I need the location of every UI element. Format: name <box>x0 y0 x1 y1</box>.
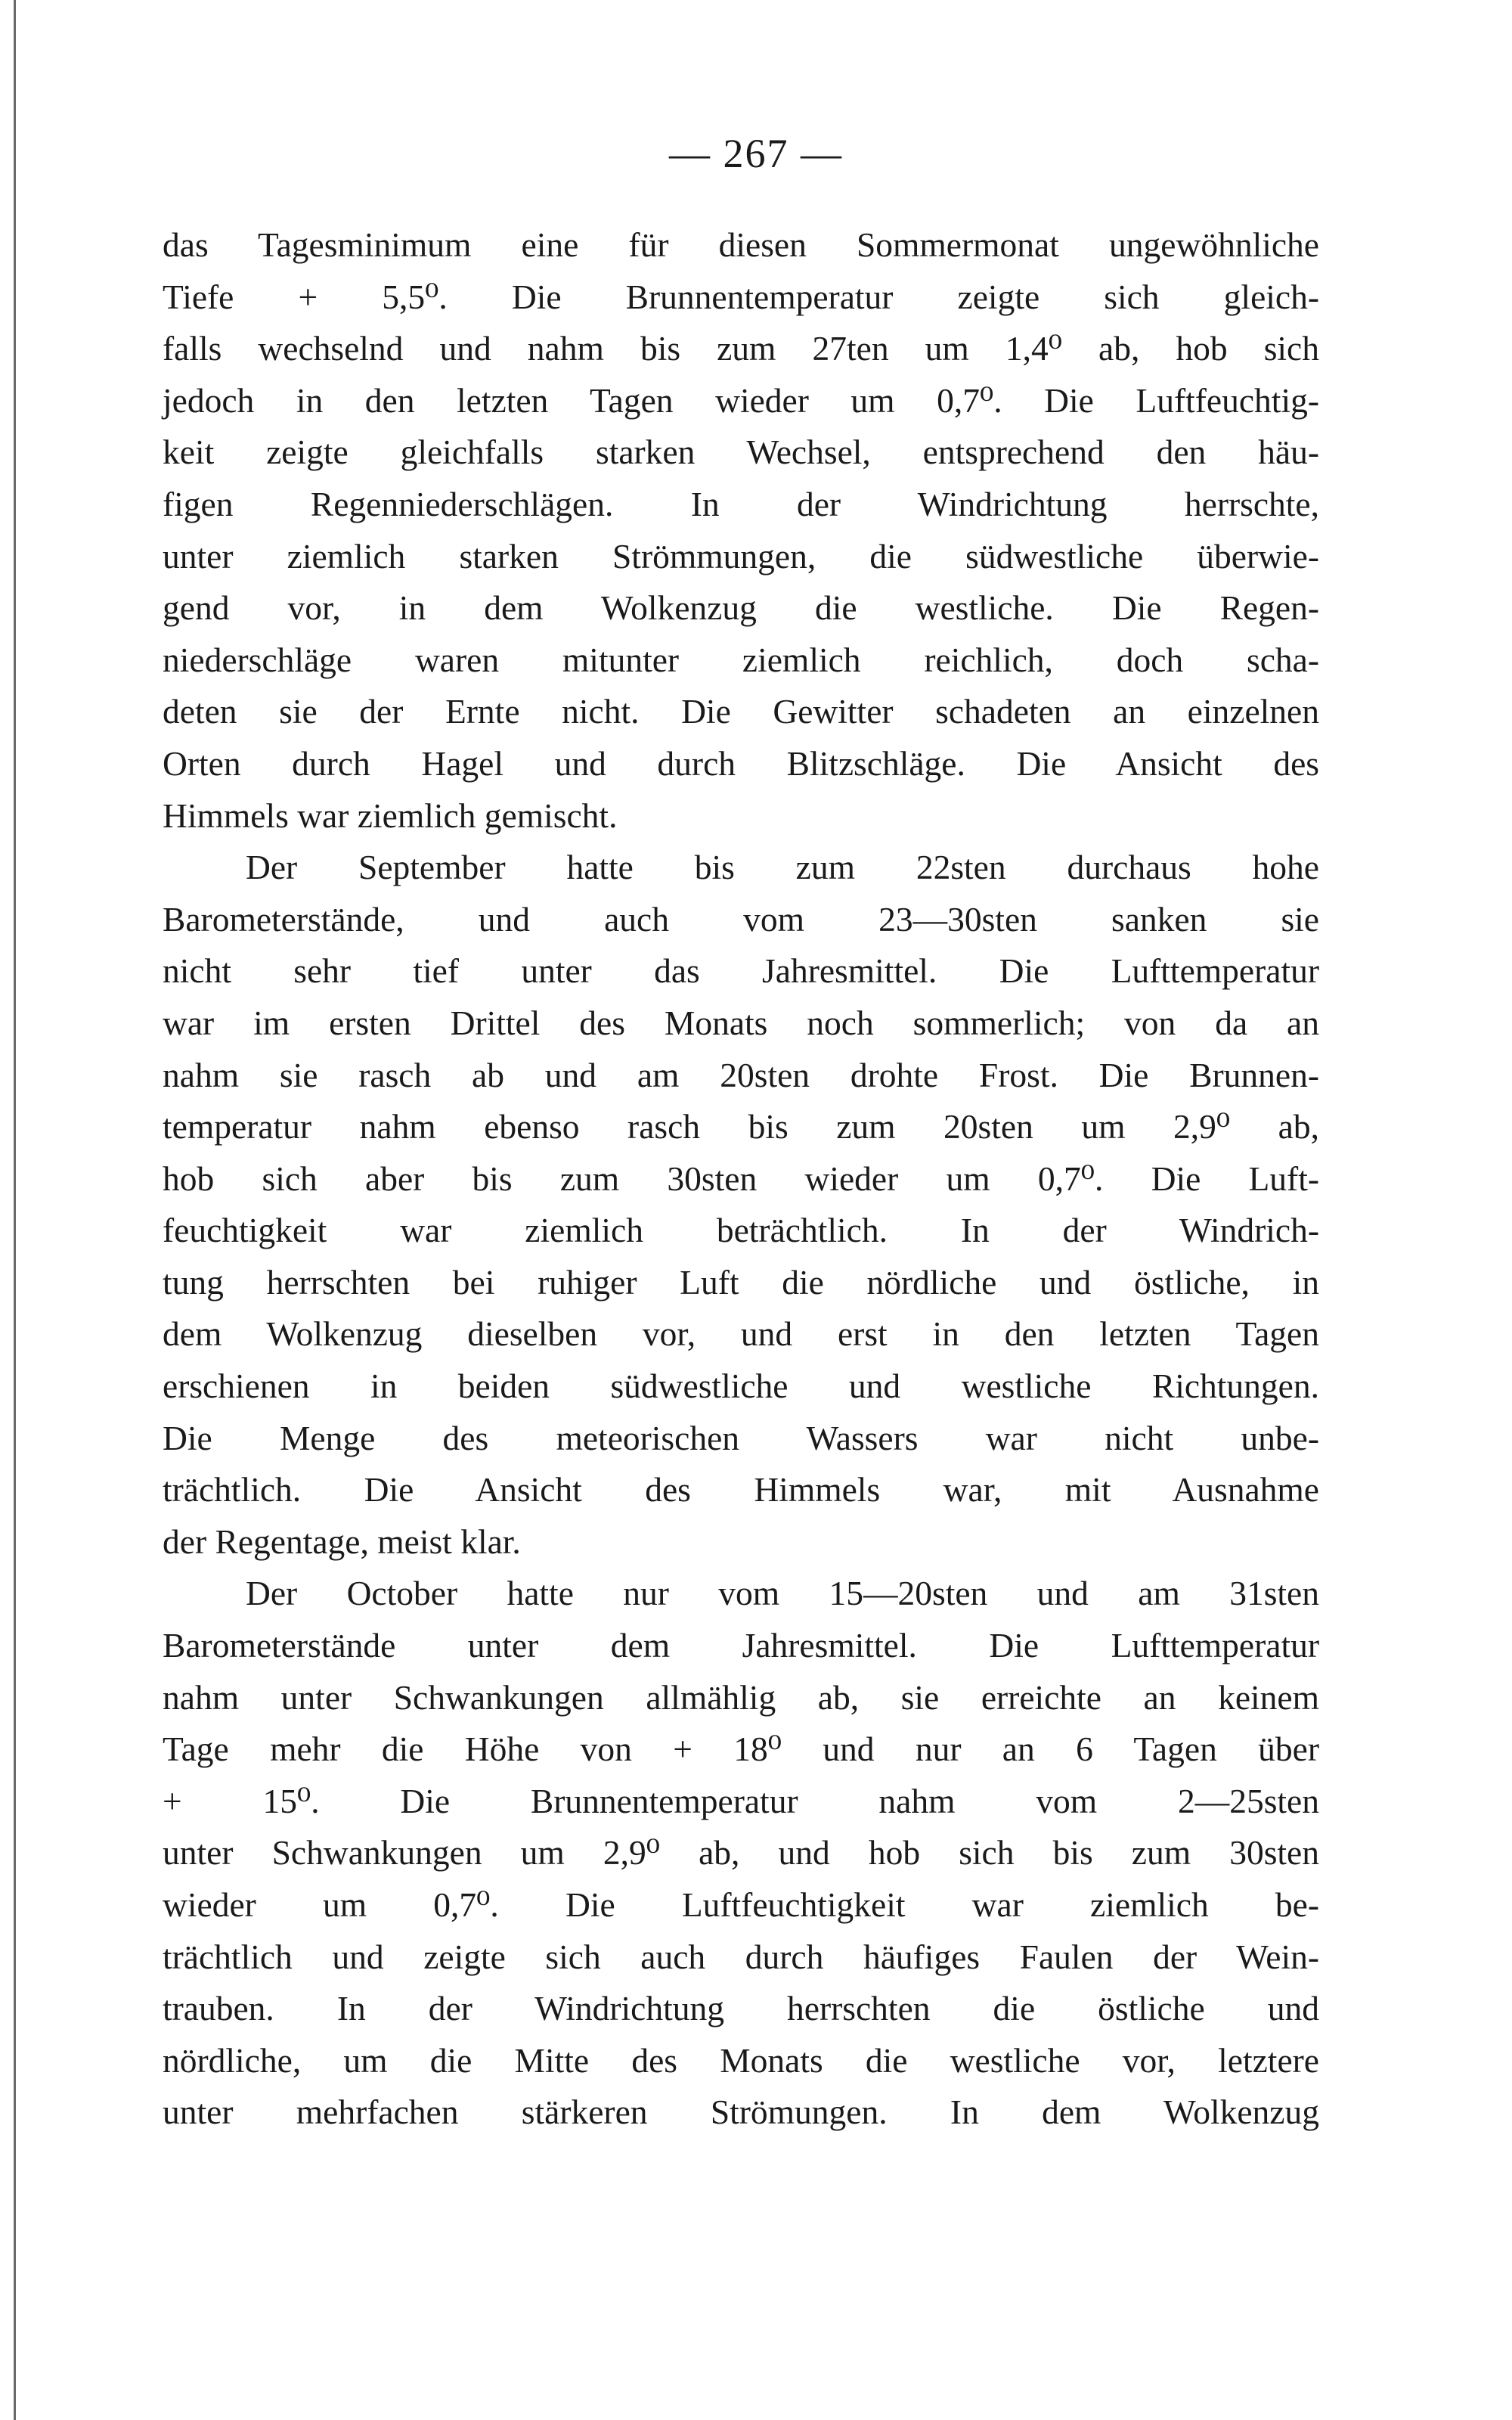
text-line: Tage mehr die Höhe von + 18⁰ und nur an 6 Tagen über <box>163 1730 1319 1769</box>
text-line: unter ziemlich starken Strömmungen, die südwestliche überwie- <box>163 536 1319 576</box>
page-number: — 267 — <box>669 131 843 176</box>
text-line: der Regentage, meist klar. <box>163 1522 521 1561</box>
text-line: nicht sehr tief unter das Jahresmittel. Die Lufttemperatur <box>163 951 1319 991</box>
text-line: tung herrschten bei ruhiger Luft die nördliche und östliche, in <box>163 1262 1319 1302</box>
paragraph-start-october: Der October hatte nur vom 15—20sten und am 31sten <box>246 1574 1319 1613</box>
text-line: war im ersten Drittel des Monats noch sommerlich; von da an <box>163 1003 1319 1042</box>
text-line: Barometerstände unter dem Jahresmittel. Die Lufttemperatur <box>163 1626 1319 1665</box>
text-line: niederschläge waren mitunter ziemlich reichlich, doch scha- <box>163 640 1319 679</box>
text-line: temperatur nahm ebenso rasch bis zum 20sten um 2,9⁰ ab, <box>163 1107 1319 1146</box>
text-line: trächtlich und zeigte sich auch durch häufiges Faulen der Wein- <box>163 1937 1319 1976</box>
text-line: keit zeigte gleichfalls starken Wechsel, entsprechend den häu- <box>163 433 1319 472</box>
text-line: dem Wolkenzug dieselben vor, und erst in den letzten Tagen <box>163 1314 1319 1354</box>
text-line: wieder um 0,7⁰. Die Luftfeuchtigkeit war ziemlich be- <box>163 1885 1319 1924</box>
text-line: Himmels war ziemlich gemischt. <box>163 796 618 835</box>
text-line: trauben. In der Windrichtung herrschten die östliche und <box>163 1989 1319 2028</box>
text-line: deten sie der Ernte nicht. Die Gewitter schadeten an einzelnen <box>163 692 1319 731</box>
text-line: gend vor, in dem Wolkenzug die westliche. Die Regen- <box>163 588 1319 628</box>
text-line: das Tagesminimum eine für diesen Sommermonat ungewöhnliche <box>163 225 1319 264</box>
paragraph-start-september: Der September hatte bis zum 22sten durchaus hohe <box>246 848 1319 887</box>
text-line: jedoch in den letzten Tagen wieder um 0,7⁰. Die Luftfeuchtig- <box>163 380 1319 420</box>
text-line: + 15⁰. Die Brunnentemperatur nahm vom 2—25sten <box>163 1781 1319 1820</box>
text-line: trächtlich. Die Ansicht des Himmels war, mit Ausnahme <box>163 1470 1319 1509</box>
text-line: erschienen in beiden südwestliche und westliche Richtungen. <box>163 1367 1319 1406</box>
text-line: nahm unter Schwankungen allmählig ab, sie erreichte an keinem <box>163 1677 1319 1717</box>
text-line: Die Menge des meteorischen Wassers war nicht unbe- <box>163 1418 1319 1457</box>
text-line: unter Schwankungen um 2,9⁰ ab, und hob sich bis zum 30sten <box>163 1833 1319 1872</box>
text-line: figen Regenniederschlägen. In der Windrichtung herrschte, <box>163 484 1319 523</box>
text-line: falls wechselnd und nahm bis zum 27ten um 1,4⁰ ab, hob sich <box>163 329 1319 368</box>
text-line: unter mehrfachen stärkeren Strömungen. In dem Wolkenzug <box>163 2093 1319 2132</box>
text-column <box>163 219 1319 2139</box>
text-line: Orten durch Hagel und durch Blitzschläge. Die Ansicht des <box>163 743 1319 783</box>
page-edge-line <box>14 0 16 2420</box>
text-line: nahm sie rasch ab und am 20sten drohte Frost. Die Brunnen- <box>163 1055 1319 1094</box>
text-line: Barometerstände, und auch vom 23—30sten sanken sie <box>163 899 1319 939</box>
text-line: hob sich aber bis zum 30sten wieder um 0,7⁰. Die Luft- <box>163 1159 1319 1198</box>
text-line: feuchtigkeit war ziemlich beträchtlich. In der Windrich- <box>163 1211 1319 1250</box>
text-line: nördliche, um die Mitte des Monats die westliche vor, letztere <box>163 2040 1319 2080</box>
text-line: Tiefe + 5,5⁰. Die Brunnentemperatur zeigte sich gleich- <box>163 277 1319 316</box>
